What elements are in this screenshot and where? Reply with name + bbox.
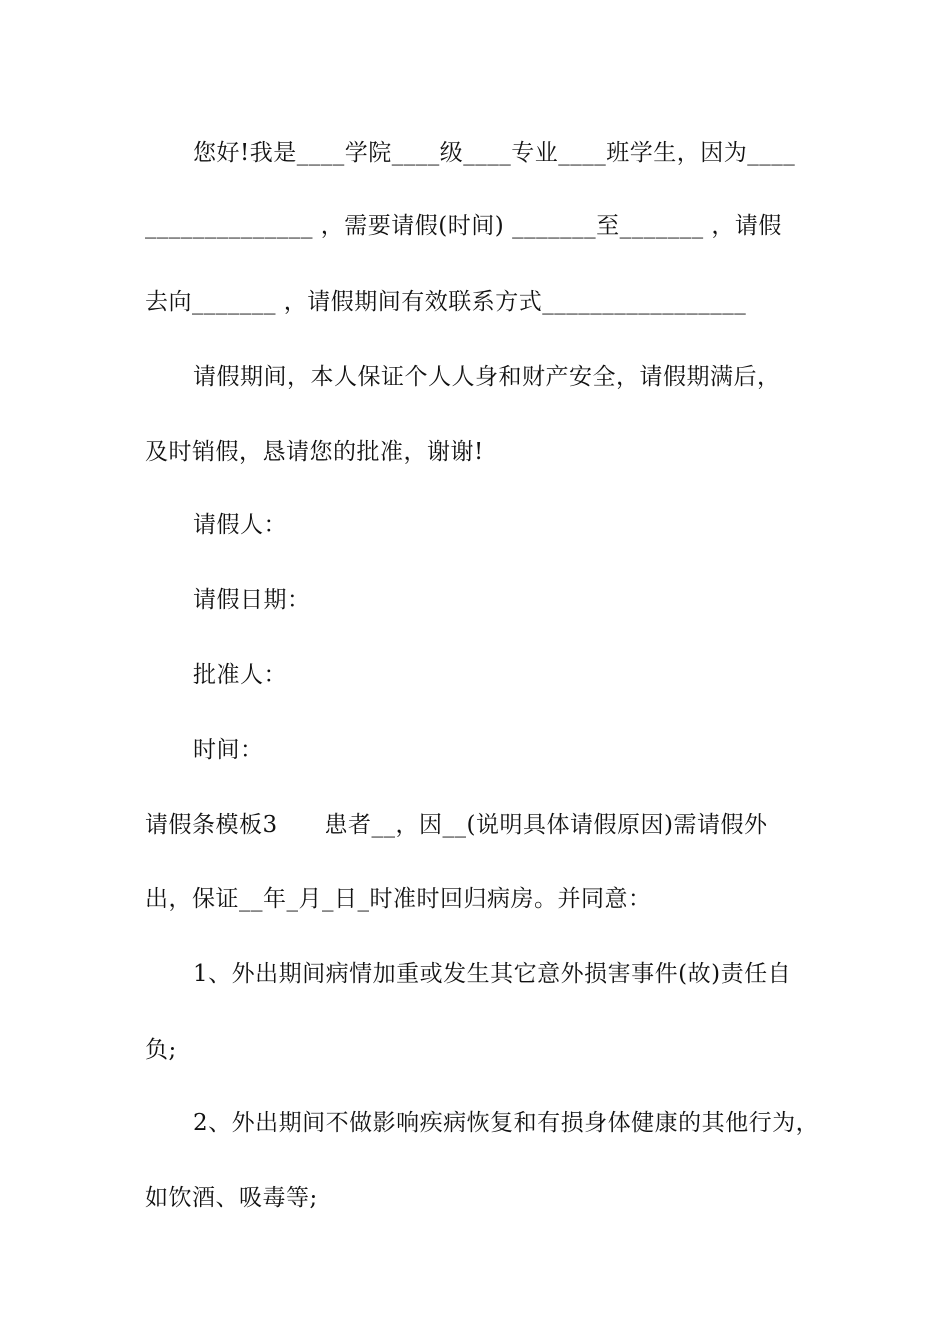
approver-label: 批准人： xyxy=(193,662,287,688)
safety-guarantee-line-2: 及时销假，恳请您的批准，谢谢! xyxy=(145,439,484,465)
condition-1-line-1: 1、外出期间病情加重或发生其它意外损害事件(故)责任自 xyxy=(193,961,792,987)
leave-request-intro-line-3: 去向_______ ，请假期间有效联系方式_________________ xyxy=(145,289,747,315)
condition-1-line-2: 负; xyxy=(145,1037,177,1063)
time-label: 时间： xyxy=(193,737,264,763)
condition-2-line-2: 如饮酒、吸毒等; xyxy=(145,1185,318,1211)
condition-2-line-1: 2、外出期间不做影响疾病恢复和有损身体健康的其他行为， xyxy=(193,1110,820,1136)
leave-request-intro-line-1: 您好!我是____学院____级____专业____班学生，因为____ xyxy=(193,140,796,166)
safety-guarantee-line-1: 请假期间，本人保证个人人身和财产安全，请假期满后， xyxy=(193,364,781,390)
leave-date-label: 请假日期： xyxy=(193,587,311,613)
leave-request-intro-line-2: ______________ ，需要请假(时间) _______至_______ ，请假 xyxy=(145,213,782,239)
template-3-line-2: 出，保证__年_月_日_时准时回归病房。并同意： xyxy=(145,886,652,912)
template-3-line-1: 请假条模板3 患者__，因__(说明具体请假原因)需请假外 xyxy=(145,812,768,838)
applicant-label: 请假人： xyxy=(193,512,287,538)
